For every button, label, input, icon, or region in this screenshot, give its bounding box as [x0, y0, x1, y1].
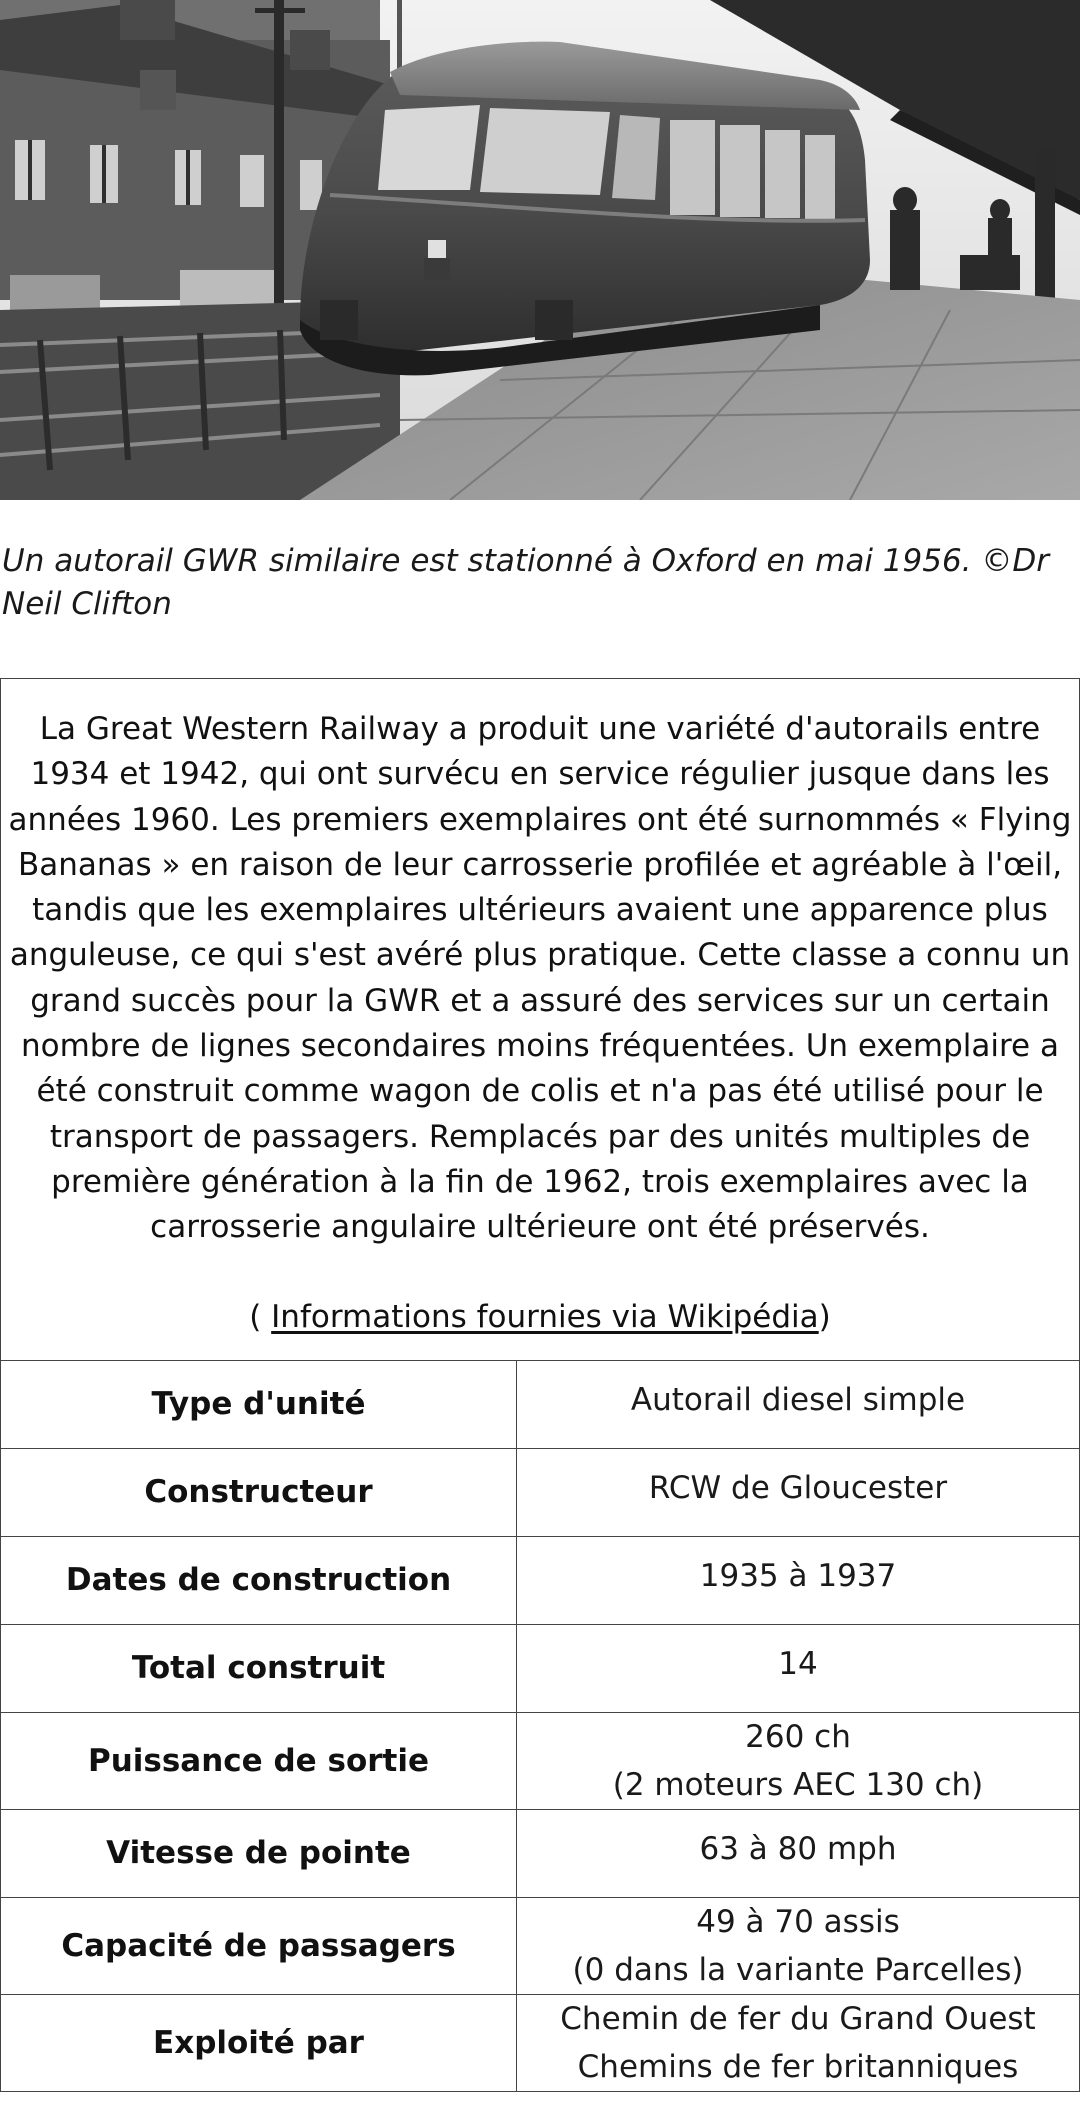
spec-label: Dates de construction: [1, 1536, 517, 1624]
railcar-photo: [0, 0, 1080, 500]
source-prefix: (: [249, 1298, 272, 1335]
table-row: [1, 1536, 1079, 1624]
spec-value-line: 63 à 80 mph: [699, 1831, 897, 1868]
table-row: [1, 1994, 1079, 2091]
spec-label: Exploité par: [1, 1994, 517, 2091]
spec-value: [517, 1712, 1080, 1809]
source-attribution: [1, 1251, 1079, 1360]
description-text: La Great Western Railway a produit une variété d'autorails entre 1934 et 1942, qui ont survécu en service régulier jusque dans les années 1960. Les premiers exemplaires ont été surnommés « Flying Bananas » en raison de leur carrosserie profilée et agréable à l'œil, tandis que les exemplaires ultérieurs avaient une apparence plus anguleuse, ce qui s'est avéré plus pratique. Cette classe a connu un grand succès pour la GWR et a assuré des services sur un certain nombre de lignes secondaires moins fréquentées. Un exemplaire a été construit comme wagon de colis et n'a pas été utilisé pour le transport de passagers. Remplacés par des unités multiples de première génération à la fin de 1962, trois exemplaires avec la carrosserie angulaire ultérieure ont été préservés.: [8, 711, 1072, 1246]
table-row: [1, 1448, 1079, 1536]
spec-label: Puissance de sortie: [1, 1712, 517, 1809]
table-row: [1, 1360, 1079, 1448]
spec-value: [517, 1809, 1080, 1897]
spec-value-line: 49 à 70 assis: [696, 1903, 900, 1940]
table-row: [1, 1624, 1079, 1712]
spec-value-line: (0 dans la variante Parcelles): [572, 1951, 1024, 1988]
spec-label: Vitesse de pointe: [1, 1809, 517, 1897]
table-row: [1, 1809, 1079, 1897]
spec-label: Total construit: [1, 1624, 517, 1712]
source-suffix: ): [818, 1298, 831, 1335]
spec-value-line: 1935 à 1937: [699, 1558, 897, 1595]
spec-value-line: 260 ch: [745, 1718, 851, 1755]
spec-value: [517, 1994, 1080, 2091]
spec-value-line: (2 moteurs AEC 130 ch): [612, 1766, 984, 1803]
spec-value: [517, 1624, 1080, 1712]
wikipedia-link[interactable]: Informations fournies via Wikipédia: [271, 1298, 819, 1335]
info-box: [0, 678, 1080, 2092]
spec-value-line: 14: [778, 1646, 818, 1683]
spec-value: [517, 1897, 1080, 1994]
spec-value-line: Chemin de fer du Grand Ouest: [560, 2000, 1036, 2037]
photo-caption: Un autorail GWR similaire est stationné à Oxford en mai 1956. ©Dr Neil Clifton: [2, 543, 1050, 622]
spec-label: Capacité de passagers: [1, 1897, 517, 1994]
spec-value: [517, 1536, 1080, 1624]
spec-value-line: RCW de Gloucester: [648, 1470, 948, 1507]
spec-label: Type d'unité: [1, 1360, 517, 1448]
train-photo-icon: [0, 0, 1080, 500]
table-row: [1, 1712, 1079, 1809]
spec-value: [517, 1448, 1080, 1536]
specs-table: [1, 1360, 1079, 2092]
spec-label: Constructeur: [1, 1448, 517, 1536]
spec-value: [517, 1360, 1080, 1448]
spec-value-line: Autorail diesel simple: [630, 1382, 966, 1419]
spec-value-line: Chemins de fer britanniques: [577, 2048, 1019, 2085]
table-row: [1, 1897, 1079, 1994]
